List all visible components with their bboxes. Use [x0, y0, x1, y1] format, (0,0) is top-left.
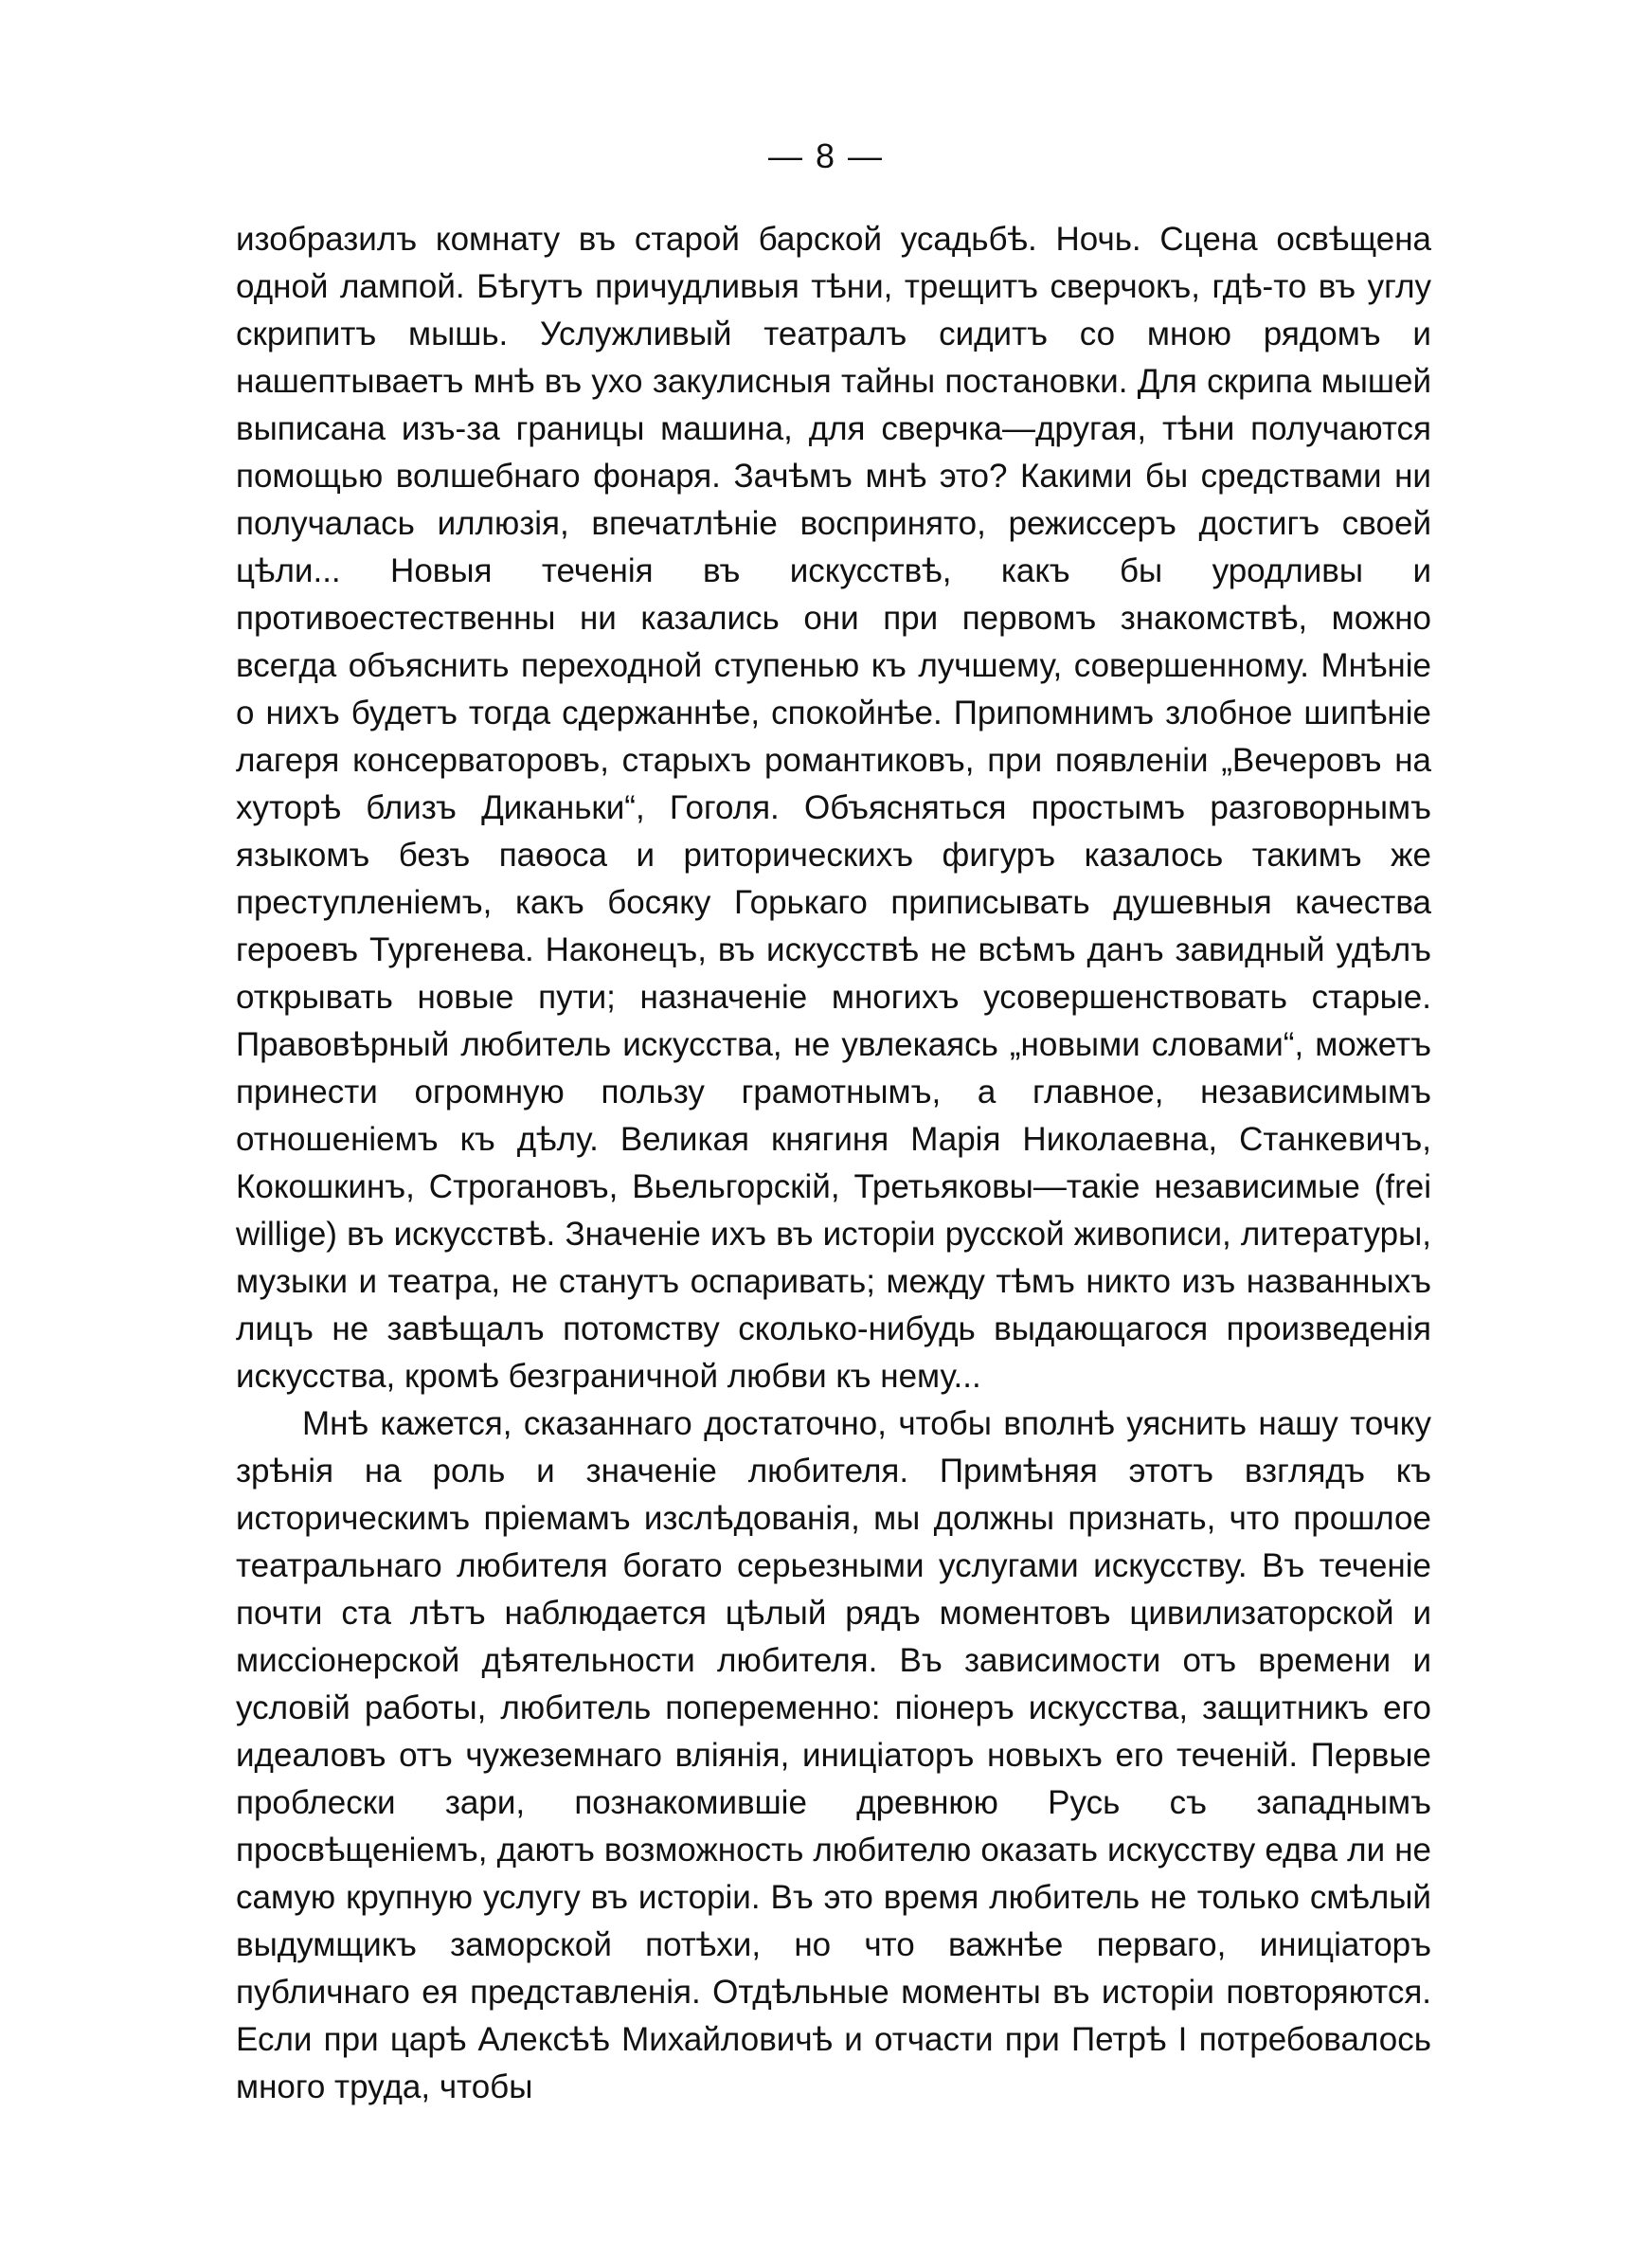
page-number: — 8 — [767, 136, 885, 175]
paragraph-1: изобразилъ комнату въ старой барской усадьбѣ. Ночь. Сцена освѣщена одной лампой. Бѣгутъ причудливыя тѣни, трещитъ сверчокъ, гдѣ-то въ углу скрипитъ мышь. Услужливый театралъ сидитъ со мною рядомъ и нашептываетъ мнѣ въ ухо закулисныя тайны постановки. Для скрипа мышей выписана изъ-за границы машина, для сверчка—другая, тѣни получаются помощью волшебнаго фонаря. Зачѣмъ мнѣ это? Какими бы средствами ни получалась иллюзія, впечатлѣніе воспринято, режиссеръ достигъ своей цѣли... Новыя теченія въ искусствѣ, какъ бы уродливы и противоестественны ни казались они при первомъ знакомствѣ, можно всегда объяснить переходной ступенью къ лучшему, совершенному. Мнѣніе о нихъ будетъ тогда сдержаннѣе, спокойнѣе. Припомнимъ злобное шипѣніе лагеря консерваторовъ, старыхъ романтиковъ, при появленіи „Вечеровъ на хуторѣ близъ Диканьки“, Гоголя. Объясняться простымъ разговорнымъ языкомъ безъ паѳоса и риторическихъ фигуръ казалось такимъ же преступленіемъ, какъ босяку Горькаго приписывать душевныя качества героевъ Тургенева. Наконецъ, въ искусствѣ не всѣмъ данъ завидный удѣлъ открывать новые пути; назначеніе многихъ усовершенствовать старые. Правовѣрный любитель искусства, не увлекаясь „новыми словами“, можетъ принести огромную пользу грамотнымъ, а главное, независимымъ отношеніемъ къ дѣлу. Великая княгиня Марія Николаевна, Станкевичъ, Кокошкинъ, Строгановъ, Вьельгорскій, Третьяковы—такіе независимые (frei willige) въ искусствѣ. Значеніе ихъ въ исторіи русской живописи, литературы, музыки и театра, не станутъ оспаривать; между тѣмъ никто изъ названныхъ лицъ не завѣщалъ потомству сколько-нибудь выдающагося произведенія искусства, кромѣ безграничной любви къ нему... [236, 221, 1431, 1395]
page-body-text [236, 216, 1431, 2111]
paragraph-2: Мнѣ кажется, сказаннаго достаточно, чтобы вполнѣ уяснить нашу точку зрѣнія на роль и значеніе любителя. Примѣняя этотъ взглядъ къ историческимъ пріемамъ изслѣдованія, мы должны признать, что прошлое театральнаго любителя богато серьезными услугами искусству. Въ теченіе почти ста лѣтъ наблюдается цѣлый рядъ моментовъ цивилизаторской и миссіонерской дѣятельности любителя. Въ зависимости отъ времени и условій работы, любитель попеременно: піонеръ искусства, защитникъ его идеаловъ отъ чужеземнаго вліянія, иниціаторъ новыхъ его теченій. Первые проблески зари, познакомившіе древнюю Русь съ западнымъ просвѣщеніемъ, даютъ возможность любителю оказать искусству едва ли не самую крупную услугу въ исторіи. Въ это время любитель не только смѣлый выдумщикъ заморской потѣхи, но что важнѣе перваго, иниціаторъ публичнаго ея представленія. Отдѣльные моменты въ исторіи повторяются. Если при царѣ Алексѣѣ Михайловичѣ и отчасти при Петрѣ I потребовалось много труда, чтобы [236, 1405, 1431, 2105]
